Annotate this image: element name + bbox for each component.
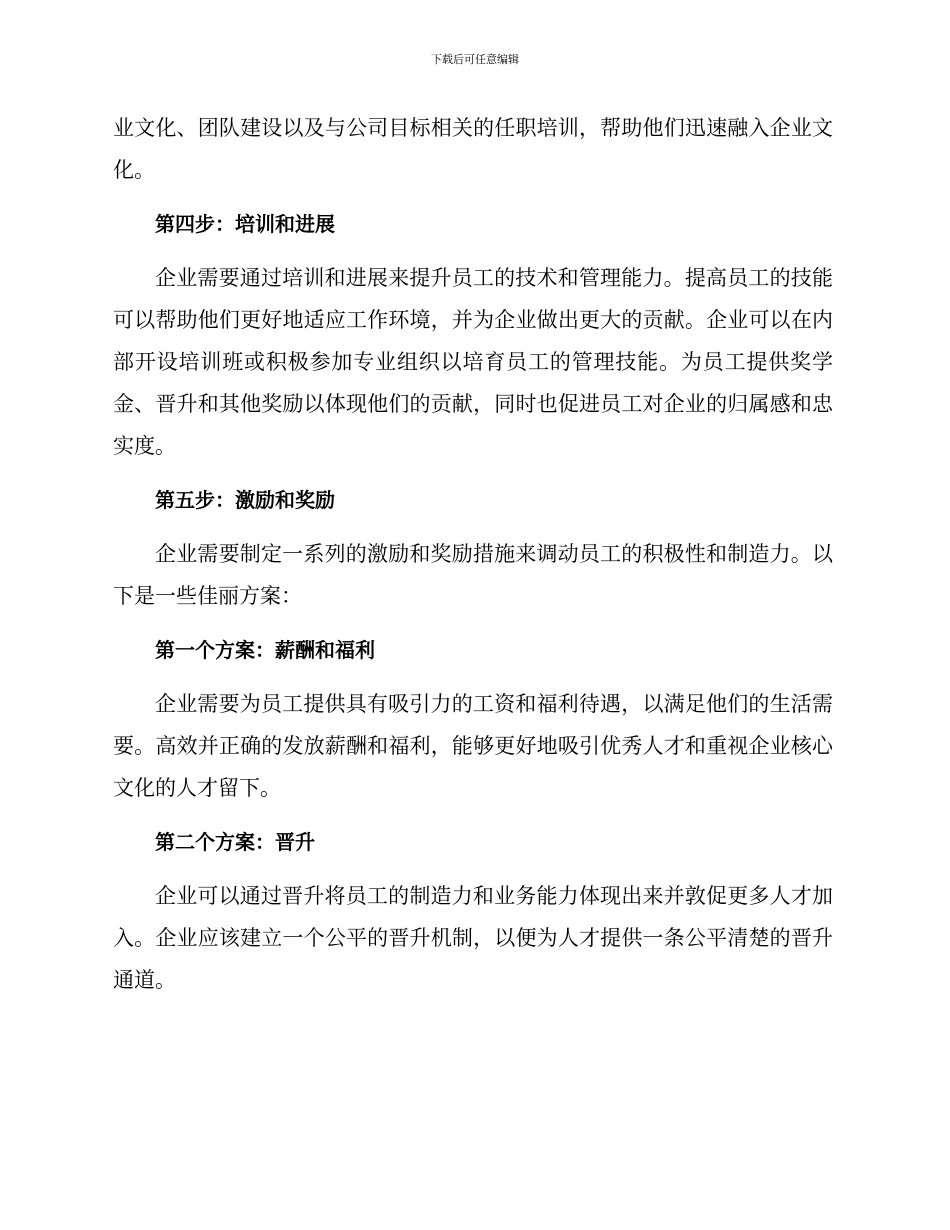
- paragraph-continuation: 业文化、团队建设以及与公司目标相关的任职培训，帮助他们迅速融入企业文化。: [113, 116, 833, 182]
- paragraph-incentives: 企业需要制定一系列的激励和奖励措施来调动员工的积极性和制造力。以下是一些佳丽方案：: [113, 542, 833, 608]
- paragraph-salary: 企业需要为员工提供具有吸引力的工资和福利待遇，以满足他们的生活需要。高效并正确的发放薪酬和福利，能够更好地吸引优秀人才和重视企业核心文化的人才留下。: [113, 692, 833, 800]
- page-header: 下载后可任意编辑: [431, 53, 519, 66]
- heading-step-five: 第五步：激励和奖励: [155, 488, 335, 512]
- heading-plan-one: 第一个方案：薪酬和福利: [155, 638, 375, 662]
- document-body: [113, 107, 833, 1001]
- heading-step-four: 第四步：培训和进展: [155, 212, 335, 236]
- paragraph-training: 企业需要通过培训和进展来提升员工的技术和管理能力。提高员工的技能可以帮助他们更好地适应工作环境，并为企业做出更大的贡献。企业可以在内部开设培训班或积极参加专业组织以培育员工的管理技能。为员工提供奖学金、晋升和其他奖励以体现他们的贡献，同时也促进员工对企业的归属感和忠实度。: [113, 266, 833, 458]
- heading-plan-two: 第二个方案：晋升: [155, 830, 315, 854]
- paragraph-promotion: 企业可以通过晋升将员工的制造力和业务能力体现出来并敦促更多人才加入。企业应该建立一个公平的晋升机制，以便为人才提供一条公平清楚的晋升通道。: [113, 884, 833, 992]
